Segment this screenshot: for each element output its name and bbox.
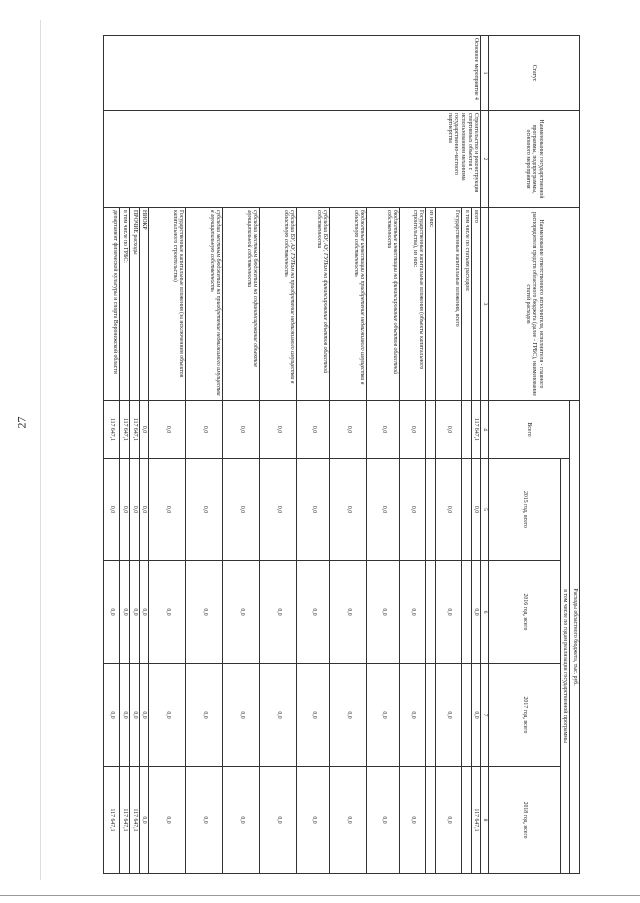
value-cell: 0,0	[400, 664, 426, 767]
value-cell	[426, 401, 436, 459]
value-cell: 0,0	[186, 459, 223, 561]
expense-label: субсидии местным бюджетам на приобретение недвижимого имущества в муниципальную собственность	[186, 208, 223, 401]
value-cell: 0,0	[297, 401, 330, 459]
header-by-years: в том числе по годам реализации государственной программы	[560, 459, 570, 874]
value-cell: 0,0	[260, 767, 297, 874]
value-cell	[426, 459, 436, 561]
value-cell: 0,0	[129, 664, 139, 767]
expense-label: ПРОЧИЕ расходы	[129, 208, 139, 401]
value-cell: 117 647,1	[129, 401, 139, 459]
value-cell: 0,0	[139, 767, 149, 874]
value-cell	[426, 767, 436, 874]
expense-label: Государственные капитальные вложения, всего	[435, 208, 461, 401]
expense-label: департамент физической культуры и спорта Воронежской области	[104, 208, 120, 401]
column-number: 6	[481, 561, 488, 664]
expense-label: субсидии БУ, АУ, ГУПам на приобретение недвижимого имущества в областную собственность	[260, 208, 297, 401]
expense-label: всего	[471, 208, 481, 401]
value-cell: 0,0	[260, 459, 297, 561]
column-number: 7	[481, 664, 488, 767]
value-cell: 0,0	[400, 767, 426, 874]
header-total: Всего	[488, 401, 570, 459]
value-cell: 0,0	[435, 767, 461, 874]
page-edge-line	[40, 20, 41, 880]
value-cell: 0,0	[330, 561, 367, 664]
value-cell: 0,0	[104, 561, 120, 664]
value-cell: 0,0	[330, 401, 367, 459]
column-number: 8	[481, 767, 488, 874]
header-status: Статус	[488, 36, 579, 111]
value-cell: 0,0	[139, 664, 149, 767]
expense-label: из них:	[426, 208, 436, 401]
budget-table	[103, 35, 580, 874]
value-cell: 0,0	[471, 561, 481, 664]
value-cell: 117 647,1	[120, 401, 130, 459]
header-2017: 2017 год, всего	[488, 664, 560, 767]
value-cell: 0,0	[223, 664, 260, 767]
value-cell: 0,0	[149, 767, 186, 874]
status-cell: Основное мероприятие 4	[104, 36, 481, 111]
value-cell: 0,0	[367, 664, 400, 767]
value-cell: 0,0	[139, 401, 149, 459]
value-cell	[461, 561, 471, 664]
expense-label: в том числе по ГРБС:	[120, 208, 130, 401]
value-cell: 0,0	[186, 561, 223, 664]
value-cell: 0,0	[223, 767, 260, 874]
value-cell: 0,0	[330, 459, 367, 561]
value-cell: 0,0	[260, 664, 297, 767]
value-cell: 0,0	[186, 767, 223, 874]
value-cell: 0,0	[149, 459, 186, 561]
value-cell: 117 647,1	[104, 767, 120, 874]
value-cell: 0,0	[367, 401, 400, 459]
header-executor: Наименование ответственного исполнителя, исполнителя - главного распорядителя средств областного бюджета (далее - ГРБС), наименование статей расходов	[488, 208, 579, 401]
value-cell	[426, 561, 436, 664]
value-cell: 117 647,1	[471, 401, 481, 459]
value-cell: 0,0	[139, 459, 149, 561]
page-number: 27	[14, 416, 29, 429]
expense-label: субсидии местным бюджетам на софинансирование объектов муниципальной собственности	[223, 208, 260, 401]
column-number: 3	[481, 208, 488, 401]
value-cell: 0,0	[297, 561, 330, 664]
value-cell: 0,0	[149, 561, 186, 664]
value-cell: 0,0	[435, 561, 461, 664]
value-cell: 0,0	[367, 767, 400, 874]
value-cell: 0,0	[367, 561, 400, 664]
value-cell: 0,0	[104, 459, 120, 561]
value-cell: 117 647,1	[104, 401, 120, 459]
value-cell: 0,0	[471, 459, 481, 561]
expense-label: в том числе по статьям расходов:	[461, 208, 471, 401]
value-cell: 0,0	[120, 664, 130, 767]
value-cell: 0,0	[435, 459, 461, 561]
value-cell: 0,0	[149, 664, 186, 767]
value-cell: 0,0	[471, 664, 481, 767]
value-cell: 117 647,1	[129, 767, 139, 874]
value-cell: 0,0	[260, 561, 297, 664]
value-cell: 0,0	[400, 459, 426, 561]
expense-label: НИОКР	[139, 208, 149, 401]
value-cell: 0,0	[297, 459, 330, 561]
header-program-name: Наименование государственной программы, подпрограммы, основного мероприятия	[488, 111, 579, 208]
expense-label: бюджетные инвестиции на финансирование объектов областной собственности	[367, 208, 400, 401]
value-cell: 0,0	[223, 561, 260, 664]
header-2016: 2016 год, всего	[488, 561, 560, 664]
value-cell	[461, 664, 471, 767]
value-cell: 0,0	[367, 459, 400, 561]
column-numbers-row	[481, 36, 488, 874]
value-cell: 0,0	[330, 664, 367, 767]
value-cell: 0,0	[104, 664, 120, 767]
value-cell: 0,0	[129, 561, 139, 664]
table-row	[471, 36, 481, 874]
value-cell: 0,0	[435, 664, 461, 767]
value-cell: 0,0	[400, 561, 426, 664]
value-cell: 0,0	[297, 767, 330, 874]
program-name-cell: Строительство и реконструкция спортивных объектов с использованием механизма государственно-частного партнерства	[104, 111, 481, 208]
value-cell	[461, 459, 471, 561]
value-cell: 0,0	[297, 664, 330, 767]
column-number: 5	[481, 459, 488, 561]
rotated-table-container	[109, 35, 580, 873]
value-cell: 0,0	[330, 767, 367, 874]
value-cell: 0,0	[223, 401, 260, 459]
expense-label: Государственные капитальные вложения (объекты капитального строительства), из них:	[400, 208, 426, 401]
value-cell: 117 647,1	[471, 767, 481, 874]
value-cell	[426, 664, 436, 767]
column-number: 1	[481, 36, 488, 111]
value-cell: 0,0	[260, 401, 297, 459]
value-cell: 0,0	[186, 401, 223, 459]
value-cell: 0,0	[223, 459, 260, 561]
value-cell: 0,0	[139, 561, 149, 664]
header-expenses-group: Расходы областного бюджета, тыс. руб.	[570, 401, 580, 874]
value-cell: 0,0	[435, 401, 461, 459]
column-number: 4	[481, 401, 488, 459]
value-cell: 0,0	[186, 664, 223, 767]
value-cell	[461, 767, 471, 874]
value-cell: 0,0	[149, 401, 186, 459]
value-cell: 0,0	[400, 401, 426, 459]
header-2015: 2015 год, всего	[488, 459, 560, 561]
expense-label: субсидии БУ, АУ, ГУПам на финансирование объектов областной собственности	[297, 208, 330, 401]
expense-label: Государственные капитальные вложения (за исключением объектов капитального строительства)	[149, 208, 186, 401]
header-2018: 2018 год, всего	[488, 767, 560, 874]
value-cell: 0,0	[120, 459, 130, 561]
value-cell: 117 647,1	[120, 767, 130, 874]
value-cell	[461, 401, 471, 459]
value-cell: 0,0	[120, 561, 130, 664]
column-number: 2	[481, 111, 488, 208]
value-cell: 0,0	[129, 459, 139, 561]
page-bottom-line	[0, 895, 640, 896]
expense-label: бюджетные инвестиции на приобретение недвижимого имущества в областную собственность	[330, 208, 367, 401]
